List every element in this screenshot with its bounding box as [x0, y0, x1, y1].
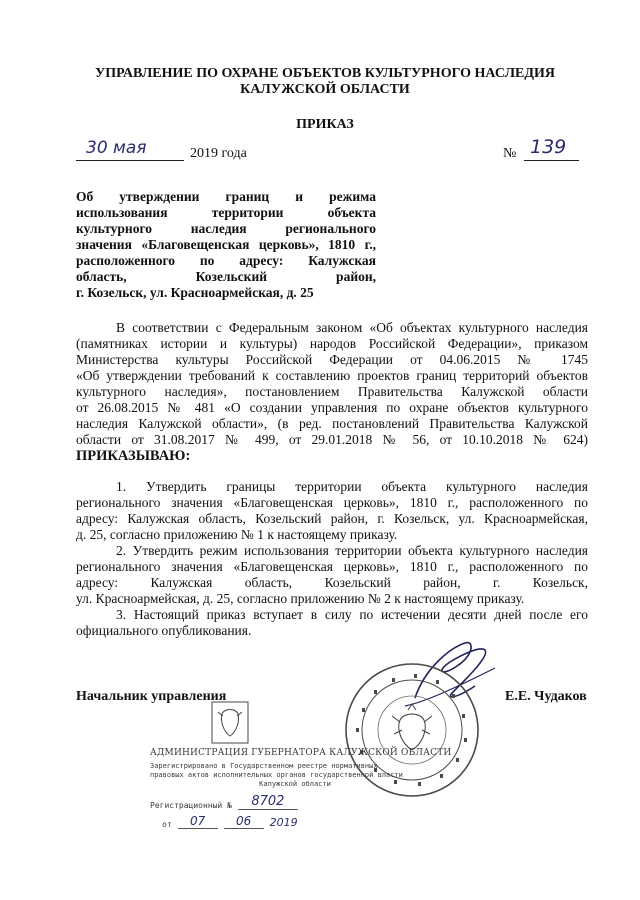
- stamp-reg-row: [150, 794, 470, 810]
- item-line: регионального значения «Благовещенская церковь», 1810 г., расположенного по: [76, 559, 588, 574]
- signatory-position: Начальник управления: [76, 689, 227, 704]
- title-line: Об утверждении границ и режима: [76, 189, 376, 204]
- emblem-icon: [210, 700, 250, 745]
- order-title: [76, 189, 376, 301]
- order-item-3: [76, 607, 588, 639]
- doc-type: ПРИКАЗ: [296, 117, 354, 132]
- stamp-title: АДМИНИСТРАЦИЯ ГУБЕРНАТОРА КАЛУЖСКОЙ ОБЛАСТИ: [150, 748, 452, 758]
- signatory-name: Е.Е. Чудаков: [505, 689, 587, 704]
- date-handwritten: 30 мая: [86, 138, 147, 158]
- preamble-line: от 26.08.2015 № 481 «О создании управления по охране объектов культурного: [76, 400, 588, 415]
- number-handwritten: 139: [530, 136, 567, 158]
- preamble-line: В соответствии с Федеральным законом «Об объектах культурного наследия: [116, 320, 588, 335]
- stamp-reg-number: 8702: [238, 794, 298, 810]
- stamp-date-day: 07: [178, 814, 218, 829]
- stamp-date-row: [150, 814, 470, 829]
- order-items: [76, 479, 588, 639]
- item-line: регионального значения «Благовещенская церковь», 1810 г., расположенного по: [76, 495, 588, 510]
- item-line: адресу: Калужская область, Козельский район, г. Козельск,: [76, 575, 588, 590]
- order-item-2: [76, 543, 588, 607]
- number-prefix: №: [503, 146, 517, 161]
- title-line: культурного наследия регионального: [76, 221, 376, 236]
- preamble: [76, 320, 588, 448]
- item-line: официального опубликования.: [76, 623, 252, 638]
- registration-stamp: [150, 748, 470, 829]
- stamp-date-year: 2019: [269, 816, 298, 829]
- item-line: д. 25, согласно приложению № 1 к настоящему приказу.: [76, 527, 398, 542]
- stamp-reg-label: Регистрационный №: [150, 801, 232, 810]
- item-line: 2. Утвердить режим использования территории объекта культурного наследия: [116, 543, 588, 558]
- item-line: 1. Утвердить границы территории объекта культурного наследия: [116, 479, 588, 494]
- title-line: расположенного по адресу: Калужская: [76, 253, 376, 268]
- item-line: адресу: Калужская область, Козельский район, г. Козельск, ул. Красноармейская,: [76, 511, 588, 526]
- title-line: область, Козельский район,: [76, 269, 376, 284]
- preamble-line: области от 31.08.2017 № 499, от 29.01.2018 № 56, от 10.10.2018 № 624): [76, 432, 588, 447]
- preamble-line: Министерства культуры Российской Федерации от 04.06.2015 № 1745: [76, 352, 588, 367]
- org-name-line2: КАЛУЖСКОЙ ОБЛАСТИ: [240, 82, 410, 97]
- stamp-line: правовых актов исполнительных органов государственной власти: [150, 771, 403, 779]
- stamp-line: Зарегистрировано в Государственном реестре нормативных: [150, 762, 378, 770]
- item-line: ул. Красноармейская, д. 25, согласно приложению № 2 к настоящему приказу.: [76, 591, 525, 606]
- preamble-line: (памятниках истории и культуры) народов Российской Федерации», приказом: [76, 336, 588, 351]
- preamble-line: наследия Калужской области», (в ред. постановлений Правительства Калужской: [76, 416, 588, 431]
- preamble-line: культурного наследия», постановлением Правительства Калужской области: [76, 384, 588, 399]
- title-line: г. Козельск, ул. Красноармейская, д. 25: [76, 285, 314, 300]
- date-year: 2019 года: [190, 146, 247, 161]
- stamp-date-month: 06: [224, 814, 264, 829]
- order-word: ПРИКАЗЫВАЮ:: [76, 448, 191, 464]
- item-line: 3. Настоящий приказ вступает в силу по истечении десяти дней после его: [116, 607, 588, 622]
- org-name-line1: УПРАВЛЕНИЕ ПО ОХРАНЕ ОБЪЕКТОВ КУЛЬТУРНОГО НАСЛЕДИЯ: [95, 66, 555, 81]
- order-item-1: [76, 479, 588, 543]
- preamble-line: «Об утверждении требований к составлению проектов границ территорий объектов: [76, 368, 588, 383]
- title-line: использования территории объекта: [76, 205, 376, 220]
- stamp-line: Калужской области: [259, 780, 331, 788]
- stamp-date-prefix: от: [162, 820, 172, 829]
- title-line: значения «Благовещенская церковь», 1810 г.,: [76, 237, 376, 252]
